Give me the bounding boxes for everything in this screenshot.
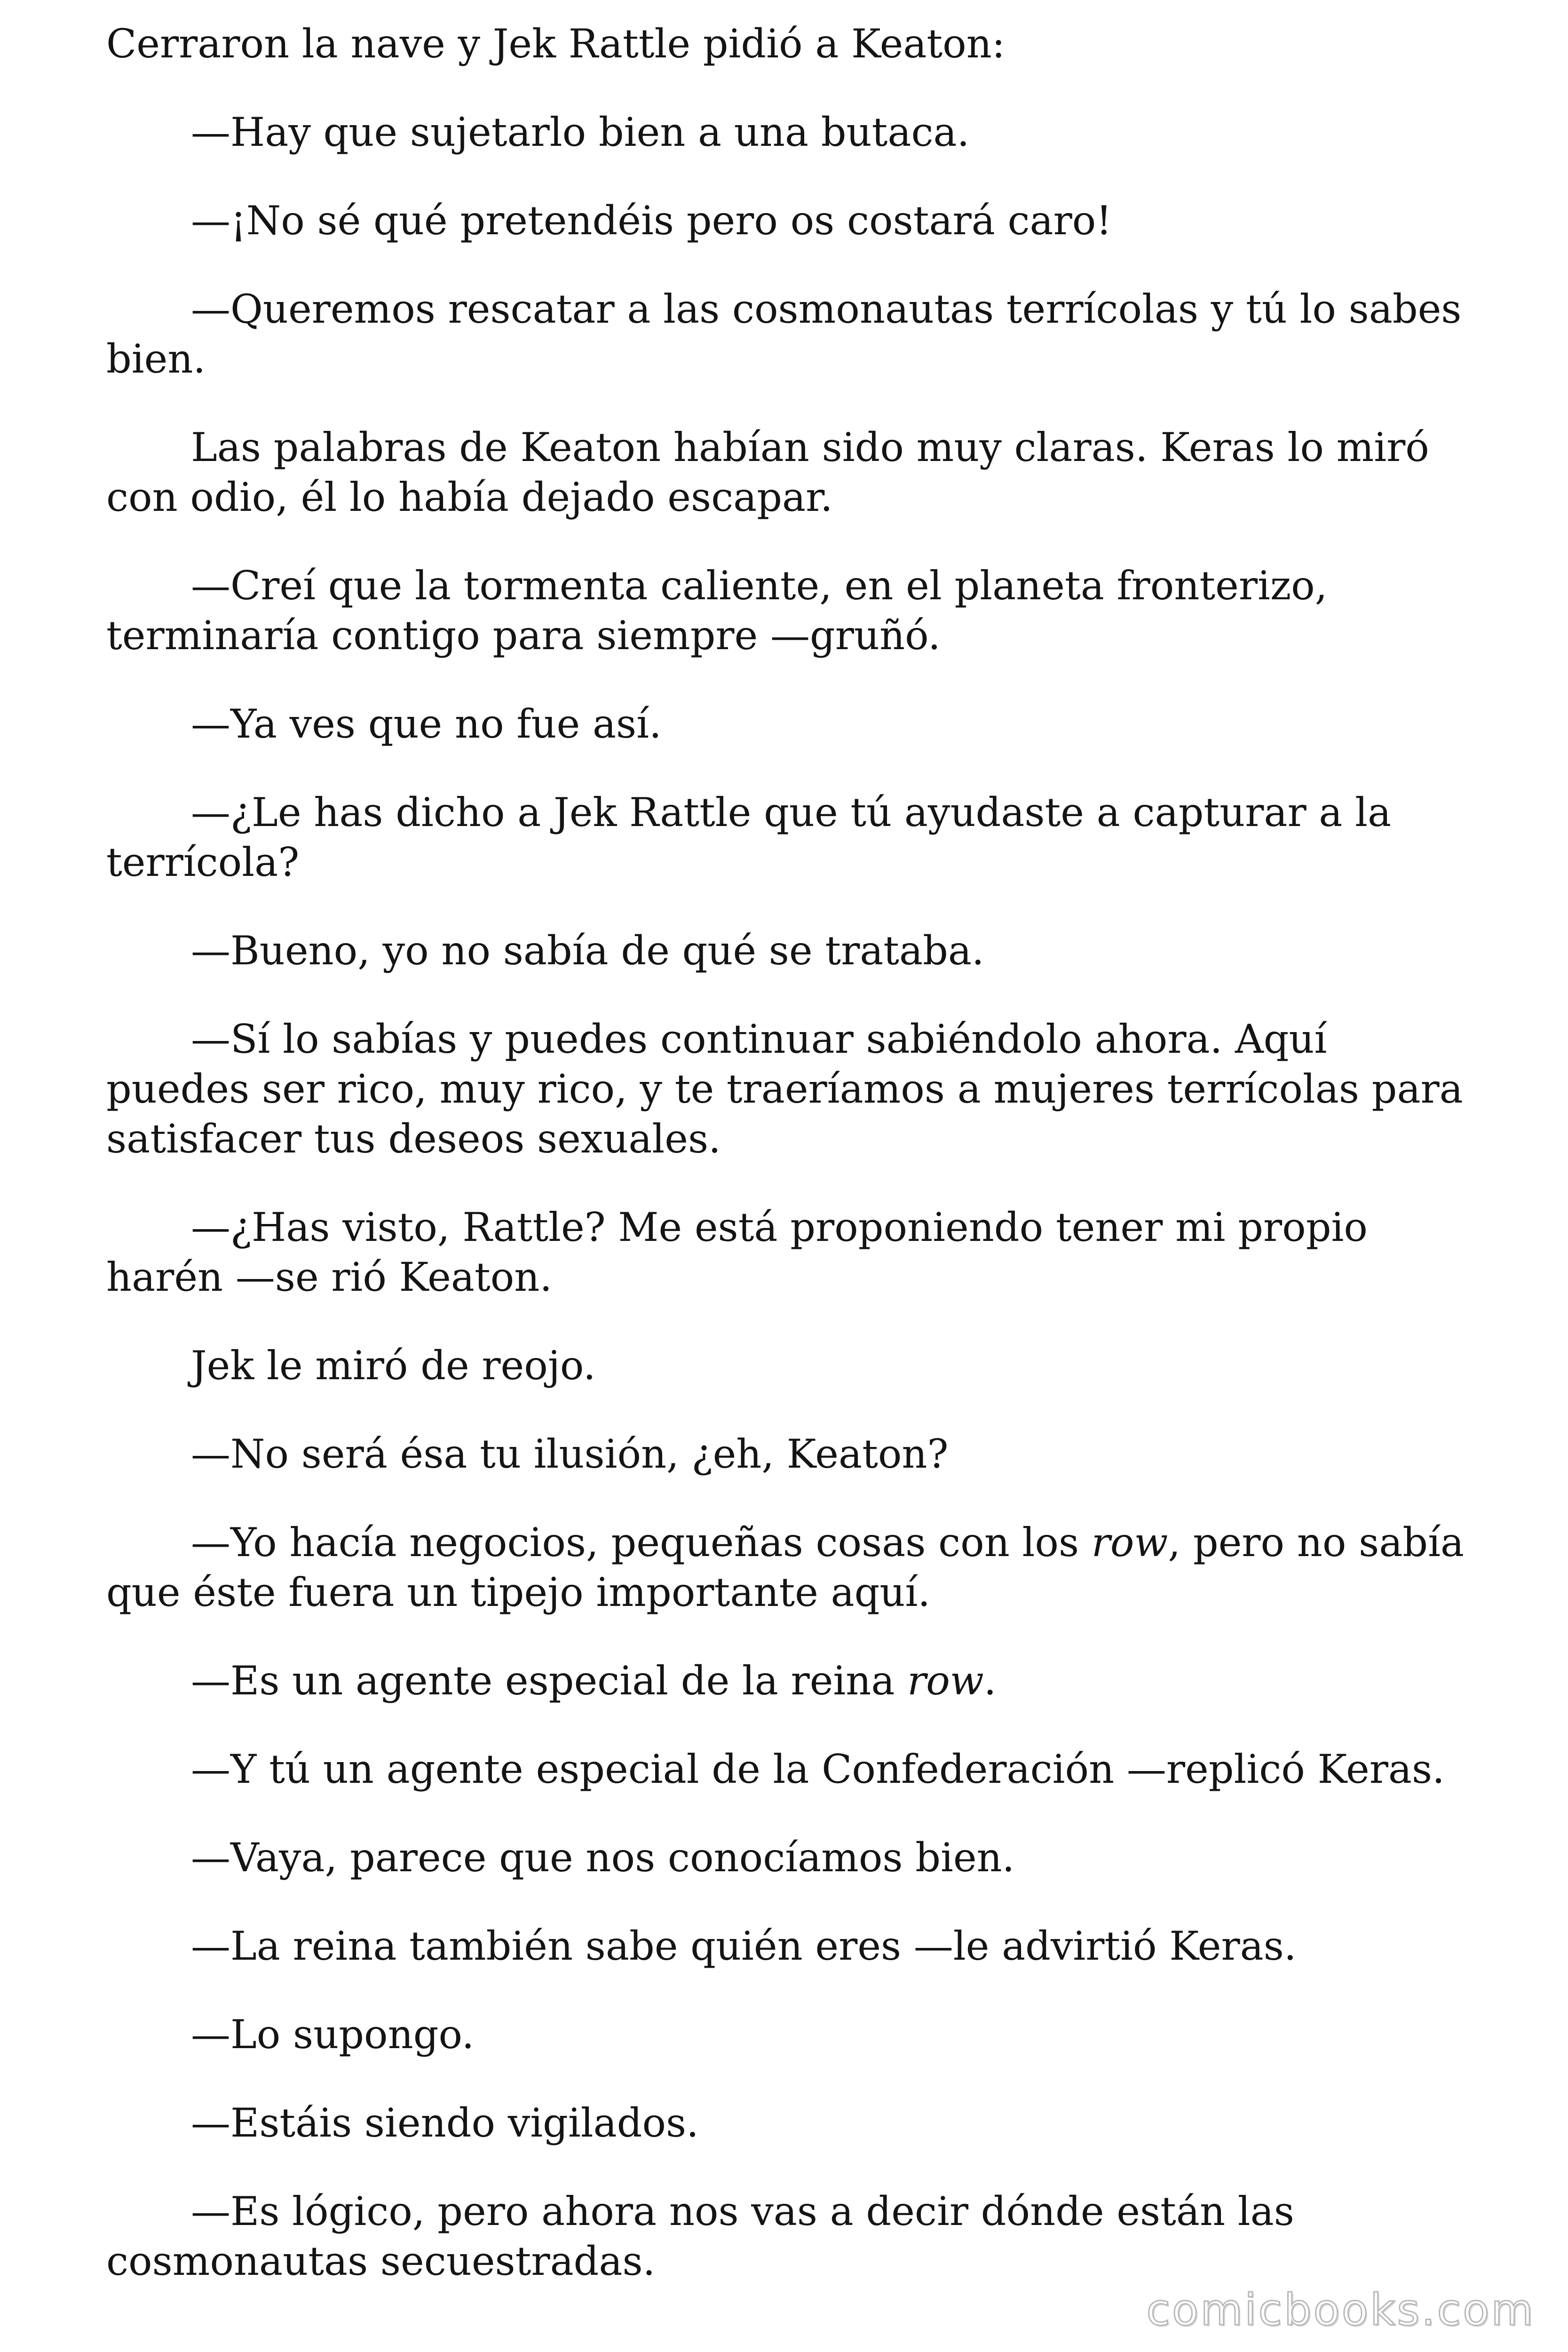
paragraph: —¡No sé qué pretendéis pero os costará caro! (191, 198, 1112, 244)
paragraph: —Queremos rescatar a las cosmonautas terrícolas y tú lo sabes bien. (106, 286, 1462, 382)
paragraph: —¿Has visto, Rattle? Me está proponiendo tener mi propio harén —se rió Keaton. (106, 1204, 1368, 1300)
paragraph: —Vaya, parece que nos conocíamos bien. (191, 1835, 1015, 1881)
paragraph: —Lo supongo. (191, 2011, 475, 2058)
paragraph: —Ya ves que no fue así. (191, 701, 662, 747)
paragraph: Cerraron la nave y Jek Rattle pidió a Keaton: (106, 21, 1006, 67)
paragraph: —Estáis siendo vigilados. (191, 2100, 699, 2146)
paragraph: —Hay que sujetarlo bien a una butaca. (191, 109, 970, 155)
document-body (106, 19, 1470, 2325)
paragraph: —Es un agente especial de la reina row. (191, 1658, 997, 1704)
paragraph: —Creí que la tormenta caliente, en el planeta fronterizo, terminaría contigo para siempre —gruñó. (106, 563, 1328, 659)
watermark: comicbooks.com (1146, 2285, 1535, 2335)
paragraph: Las palabras de Keaton habían sido muy claras. Keras lo miró con odio, él lo había dejado escapar. (106, 424, 1429, 520)
paragraph: —Bueno, yo no sabía de qué se trataba. (191, 928, 984, 974)
paragraph: —Y tú un agente especial de la Confederación —replicó Keras. (191, 1746, 1445, 1792)
paragraph: —¿Le has dicho a Jek Rattle que tú ayudaste a capturar a la terrícola? (106, 789, 1392, 885)
paragraph: —La reina también sabe quién eres —le advirtió Keras. (191, 1923, 1297, 1969)
paragraph: —Sí lo sabías y puedes continuar sabiéndolo ahora. Aquí puedes ser rico, muy rico, y te traeríamos a mujeres terrícolas para satisfacer tus deseos sexuales. (106, 1016, 1463, 1162)
paragraph: Jek le miró de reojo. (191, 1343, 596, 1389)
paragraph: —No será ésa tu ilusión, ¿eh, Keaton? (191, 1431, 949, 1477)
paragraph: —Es lógico, pero ahora nos vas a decir dónde están las cosmonautas secuestradas. (106, 2188, 1294, 2284)
paragraph: —Yo hacía negocios, pequeñas cosas con los row, pero no sabía que éste fuera un tipejo importante aquí. (106, 1519, 1465, 1615)
